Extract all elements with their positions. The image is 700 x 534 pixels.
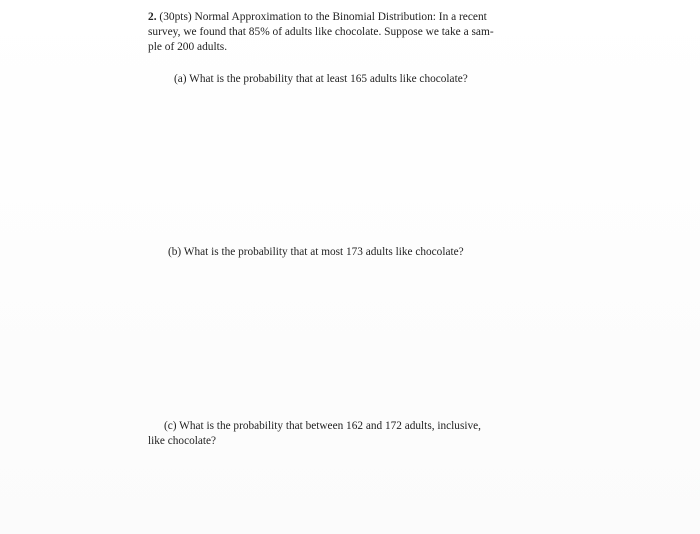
question-b: (b) What is the probability that at most 173 adults like chocolate? bbox=[168, 246, 464, 258]
problem-line-3: ple of 200 adults. bbox=[148, 41, 228, 53]
question-c-line-2: like chocolate? bbox=[148, 435, 217, 447]
problem-line-2: survey, we found that 85% of adults like chocolate. Suppose we take a sam- bbox=[148, 26, 494, 38]
problem-line-1 bbox=[148, 10, 558, 25]
problem-statement bbox=[148, 10, 558, 55]
question-c-line-1: (c) What is the probability that between 162 and 172 adults, inclusive, bbox=[164, 420, 481, 432]
problem-number: 2. bbox=[148, 11, 157, 23]
problem-line-1-text: (30pts) Normal Approximation to the Binomial Distribution: In a recent bbox=[159, 11, 487, 23]
question-a: (a) What is the probability that at least 165 adults like chocolate? bbox=[174, 73, 468, 85]
